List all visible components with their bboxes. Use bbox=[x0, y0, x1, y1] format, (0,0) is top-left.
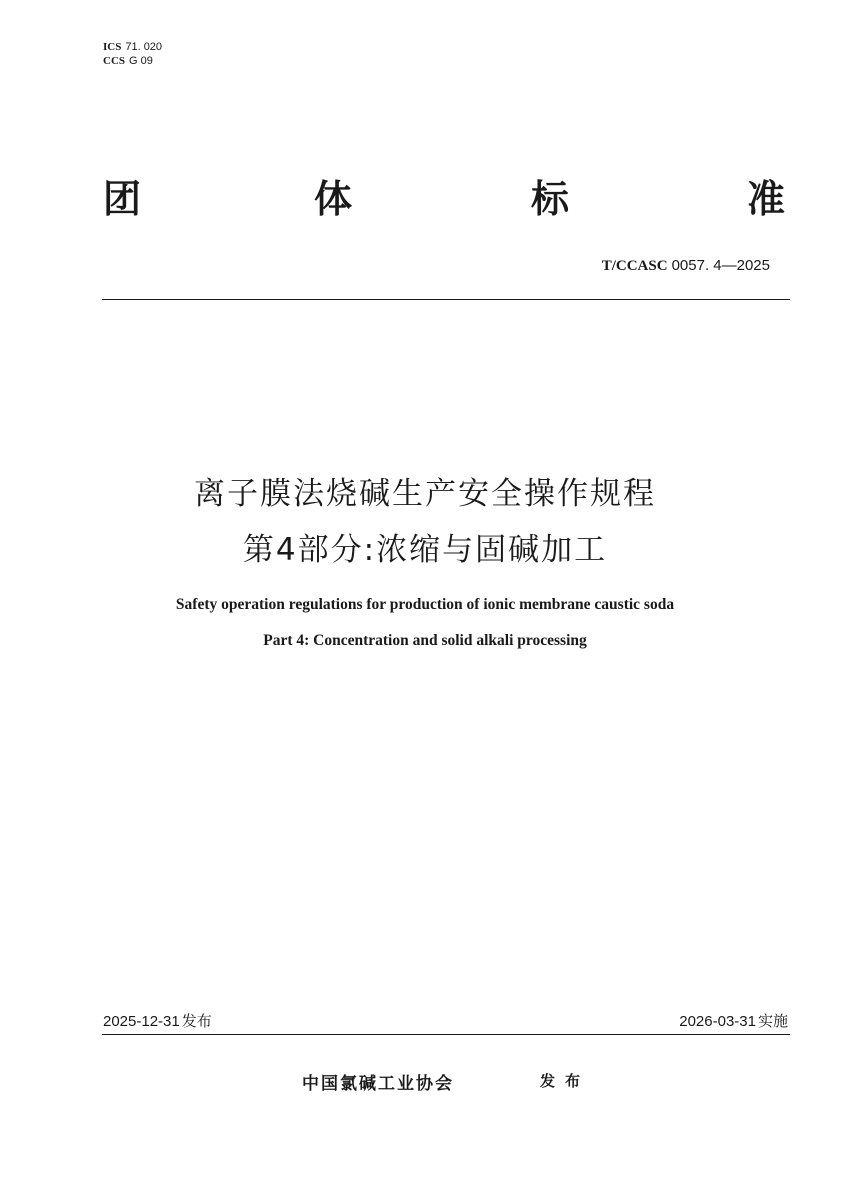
publish-label: 发布 bbox=[540, 1072, 591, 1090]
english-title-line-1: Safety operation regulations for production of ionic membrane caustic soda bbox=[175, 596, 675, 613]
standard-type-char-2: 体 bbox=[314, 177, 353, 221]
issue-date bbox=[103, 1011, 212, 1032]
ccs-label: CCS bbox=[103, 55, 126, 67]
implementation-date-word: 实施 bbox=[757, 1012, 788, 1030]
issue-date-word: 发布 bbox=[181, 1012, 212, 1030]
footer-divider bbox=[102, 1034, 790, 1035]
standard-type-char-1: 团 bbox=[103, 177, 142, 221]
standard-code bbox=[602, 256, 770, 275]
header-divider bbox=[102, 299, 790, 300]
ccs-line bbox=[103, 54, 162, 68]
publisher-name: 中国氯碱工业协会 bbox=[302, 1074, 454, 1094]
implementation-date-value: 2026-03-31 bbox=[679, 1013, 756, 1030]
standard-type-heading bbox=[103, 172, 793, 226]
implementation-date bbox=[679, 1011, 788, 1032]
standard-type-char-3: 标 bbox=[531, 177, 570, 221]
chinese-title-line-1: 离子膜法烧碱生产安全操作规程 bbox=[194, 476, 656, 512]
ics-line bbox=[103, 40, 162, 54]
ics-value: 71. 020 bbox=[125, 41, 163, 53]
classification-codes bbox=[103, 40, 162, 68]
chinese-title-line-2: 第4部分:浓缩与固碱加工 bbox=[242, 532, 608, 568]
issue-date-value: 2025-12-31 bbox=[103, 1013, 180, 1030]
standard-type-char-4: 准 bbox=[747, 177, 786, 221]
ccs-value: G 09 bbox=[129, 55, 153, 67]
ics-label: ICS bbox=[103, 41, 122, 53]
standard-code-number: 0057. 4—2025 bbox=[671, 257, 770, 274]
standard-code-prefix: T/CCASC bbox=[601, 258, 668, 274]
english-title-line-2: Part 4: Concentration and solid alkali processing bbox=[263, 632, 587, 649]
